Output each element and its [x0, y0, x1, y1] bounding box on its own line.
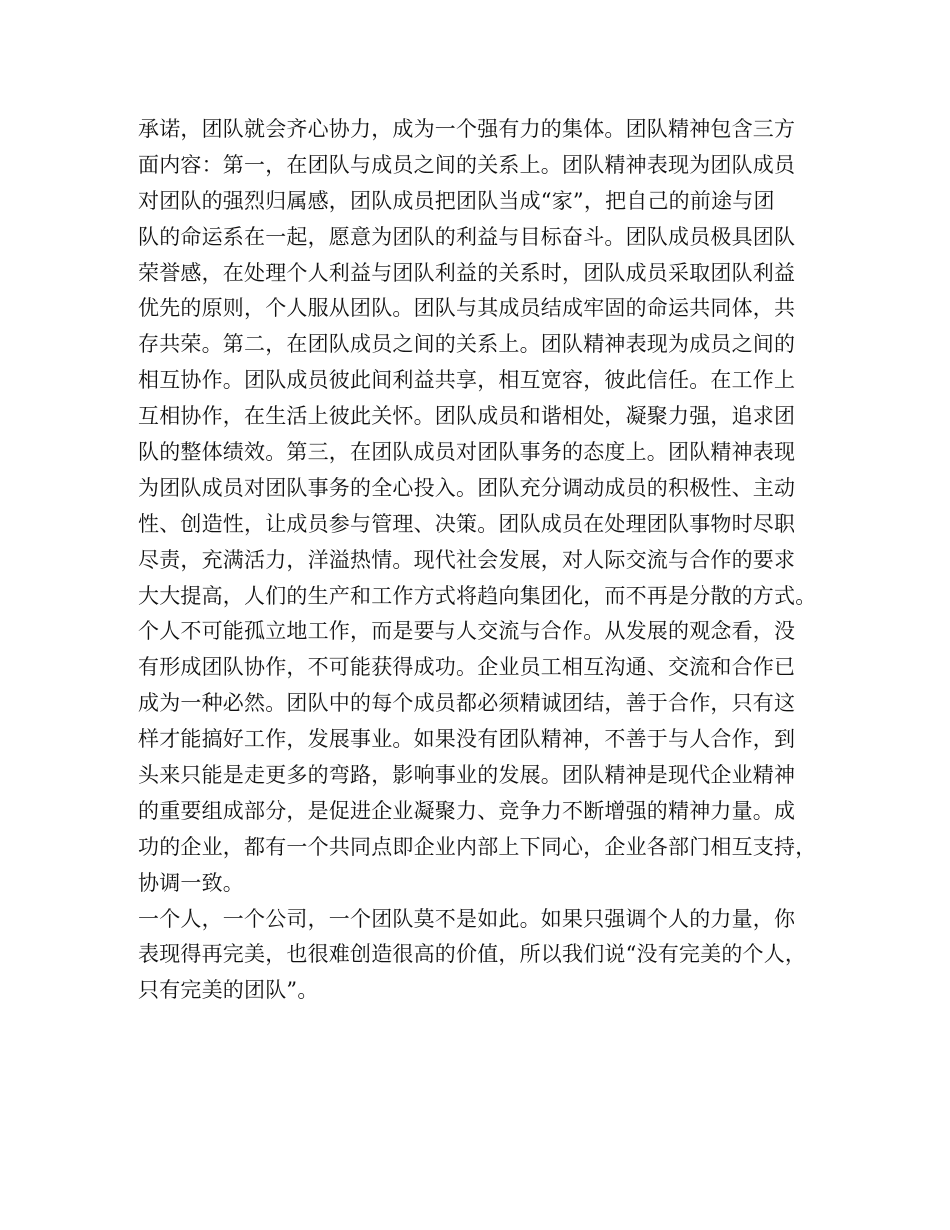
text-line: 只有完美的团队”。 [138, 978, 319, 1003]
text-line: 表现得再完美，也很难创造很高的价值，所以我们说“没有完美的个人， [138, 942, 807, 967]
text-line: 队的命运系在一起，愿意为团队的利益与目标奋斗。团队成员极具团队 [138, 224, 796, 249]
text-line: 功的企业，都有一个共同点即企业内部上下同心，企业各部门相互支持， [138, 834, 817, 859]
text-line: 的重要组成部分，是促进企业凝聚力、竞争力不断增强的精神力量。成 [138, 798, 796, 823]
text-line: 为团队成员对团队事务的全心投入。团队充分调动成员的积极性、主动 [138, 475, 796, 500]
text-line: 一个人，一个公司，一个团队莫不是如此。如果只强调个人的力量，你 [138, 906, 796, 931]
text-line: 有形成团队协作，不可能获得成功。企业员工相互沟通、交流和合作已 [138, 655, 796, 680]
body-text [138, 112, 818, 1009]
text-line: 优先的原则，个人服从团队。团队与其成员结成牢固的命运共同体，共 [138, 296, 796, 321]
text-line: 荣誉感，在处理个人利益与团队利益的关系时，团队成员采取团队利益 [138, 260, 796, 285]
text-line: 头来只能是走更多的弯路，影响事业的发展。团队精神是现代企业精神 [138, 763, 796, 788]
text-line: 相互协作。团队成员彼此间利益共享，相互宽容，彼此信任。在工作上 [138, 368, 796, 393]
text-line: 大大提高，人们的生产和工作方式将趋向集团化，而不再是分散的方式。 [138, 583, 817, 608]
text-line: 成为一种必然。团队中的每个成员都必须精诚团结，善于合作，只有这 [138, 691, 796, 716]
text-line: 面内容：第一，在团队与成员之间的关系上。团队精神表现为团队成员 [138, 152, 796, 177]
text-line: 承诺，团队就会齐心协力，成为一个强有力的集体。团队精神包含三方 [138, 117, 796, 141]
text-line: 存共荣。第二，在团队成员之间的关系上。团队精神表现为成员之间的 [138, 332, 796, 357]
text-line: 互相协作，在生活上彼此关怀。团队成员和谐相处，凝聚力强，追求团 [138, 404, 796, 429]
text-line: 样才能搞好工作，发展事业。如果没有团队精神，不善于与人合作，到 [138, 727, 796, 752]
text-line: 协调一致。 [138, 870, 244, 895]
text-line: 个人不可能孤立地工作，而是要与人交流与合作。从发展的观念看，没 [138, 619, 796, 644]
text-line: 尽责，充满活力，洋溢热情。现代社会发展，对人际交流与合作的要求 [138, 547, 796, 572]
text-line: 队的整体绩效。第三，在团队成员对团队事务的态度上。团队精神表现 [138, 440, 796, 465]
text-line: 性、创造性，让成员参与管理、决策。团队成员在处理团队事物时尽职 [138, 511, 796, 536]
text-line: 对团队的强烈归属感，团队成员把团队当成“家”，把自己的前途与团 [138, 188, 775, 213]
